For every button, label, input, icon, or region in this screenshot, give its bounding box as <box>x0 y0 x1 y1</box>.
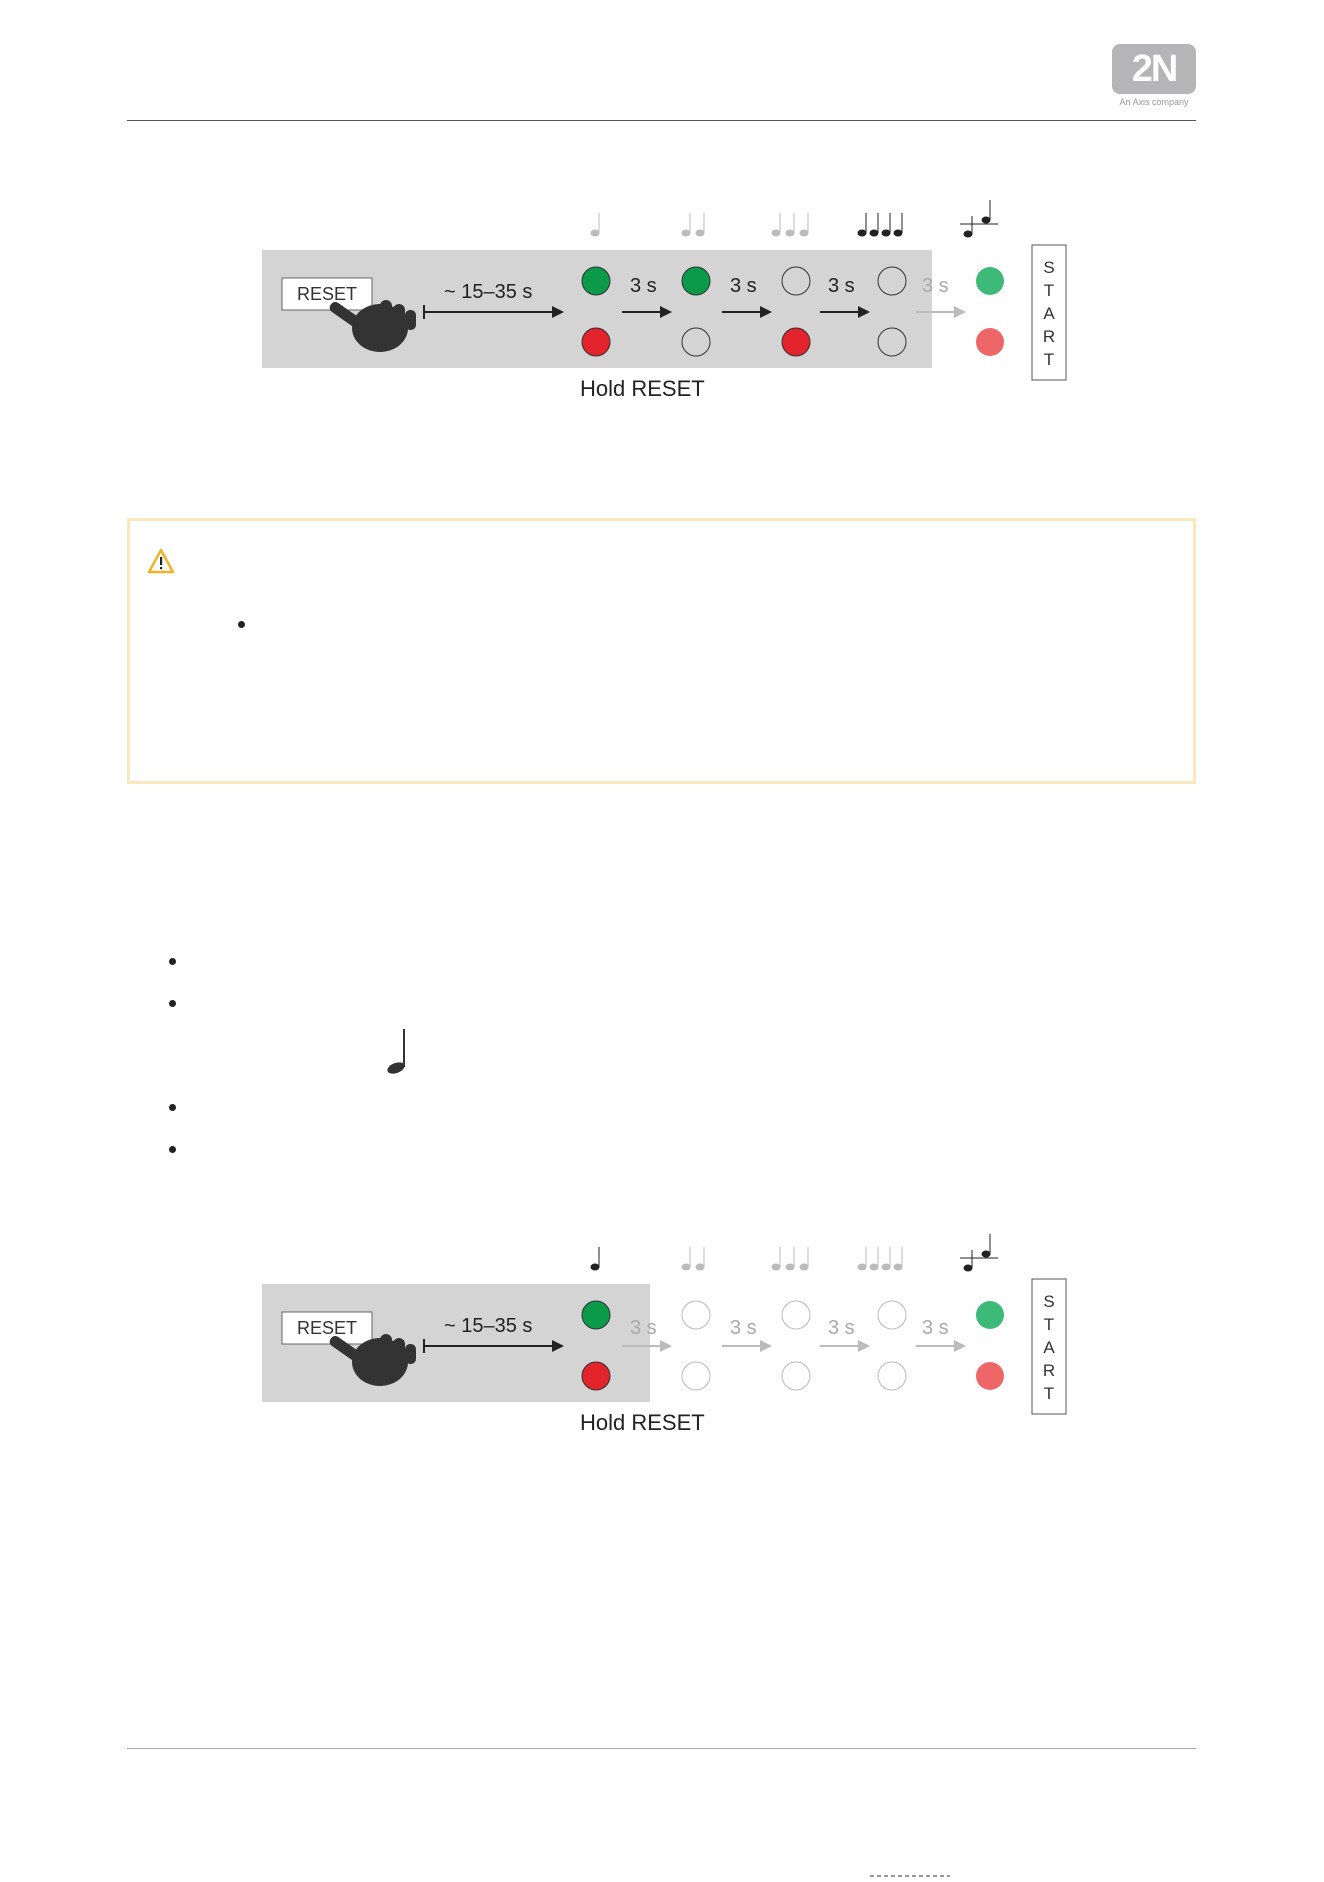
reset-diagram-2 <box>250 1234 1070 1434</box>
led-red <box>582 1362 610 1390</box>
page-edge-marks <box>870 1864 1170 1866</box>
tone-notes-icon <box>591 213 808 236</box>
led-red <box>782 328 810 356</box>
bullet <box>169 1146 176 1153</box>
reset-diagram-1-svg <box>250 200 1070 400</box>
bullet <box>238 621 245 628</box>
step-label: 3 s <box>730 1317 757 1339</box>
tone-notes-icon <box>858 200 998 237</box>
step-label: 3 s <box>828 1317 855 1339</box>
step-label: 3 s <box>630 1317 657 1339</box>
led-off <box>782 1362 810 1390</box>
step-label: 3 s <box>828 275 855 297</box>
led-off <box>878 1362 906 1390</box>
led-off <box>682 1301 710 1329</box>
led-green <box>976 267 1004 295</box>
duration-label: ~ 15–35 s <box>444 1315 533 1337</box>
bullet <box>169 1000 176 1007</box>
step-label: 3 s <box>922 275 949 297</box>
header-divider <box>127 120 1196 121</box>
start-letter: T <box>1043 1315 1055 1334</box>
reset-text: RESET <box>296 284 358 304</box>
diagram-caption: Hold RESET <box>580 1410 705 1435</box>
warning-box <box>127 518 1196 784</box>
start-letter: T <box>1043 281 1055 300</box>
footer-divider <box>127 1748 1196 1749</box>
led-green <box>682 267 710 295</box>
step-label: 3 s <box>630 275 657 297</box>
led-green <box>582 267 610 295</box>
start-letter: R <box>1042 327 1056 346</box>
tone-notes-icon <box>682 1247 902 1270</box>
step-label: 3 s <box>922 1317 949 1339</box>
company-logo <box>1112 44 1196 112</box>
duration-label: ~ 15–35 s <box>444 281 533 303</box>
reset-text: RESET <box>296 1318 358 1338</box>
start-letter: R <box>1042 1361 1056 1380</box>
led-off <box>782 1301 810 1329</box>
reset-diagram-1 <box>250 200 1070 400</box>
music-note-icon <box>382 1027 412 1080</box>
start-letter: A <box>1043 1338 1055 1357</box>
led-red <box>976 1362 1004 1390</box>
diagram-caption: Hold RESET <box>580 376 705 401</box>
start-letter: A <box>1043 304 1055 323</box>
start-letter: S <box>1043 1292 1055 1311</box>
start-letter: T <box>1043 1384 1055 1403</box>
start-letter: S <box>1043 258 1055 277</box>
logo-subtitle: An Axis company <box>1119 97 1189 107</box>
led-red <box>582 328 610 356</box>
led-off <box>878 1301 906 1329</box>
led-red <box>976 328 1004 356</box>
start-letter: T <box>1043 350 1055 369</box>
warning-triangle-icon <box>147 548 175 579</box>
led-off <box>682 1362 710 1390</box>
reset-diagram-2-svg <box>250 1234 1070 1434</box>
led-green <box>582 1301 610 1329</box>
step-label: 3 s <box>730 275 757 297</box>
logo-mark: 2N <box>1112 44 1196 94</box>
bullet <box>169 1104 176 1111</box>
bullet <box>169 958 176 965</box>
led-green <box>976 1301 1004 1329</box>
